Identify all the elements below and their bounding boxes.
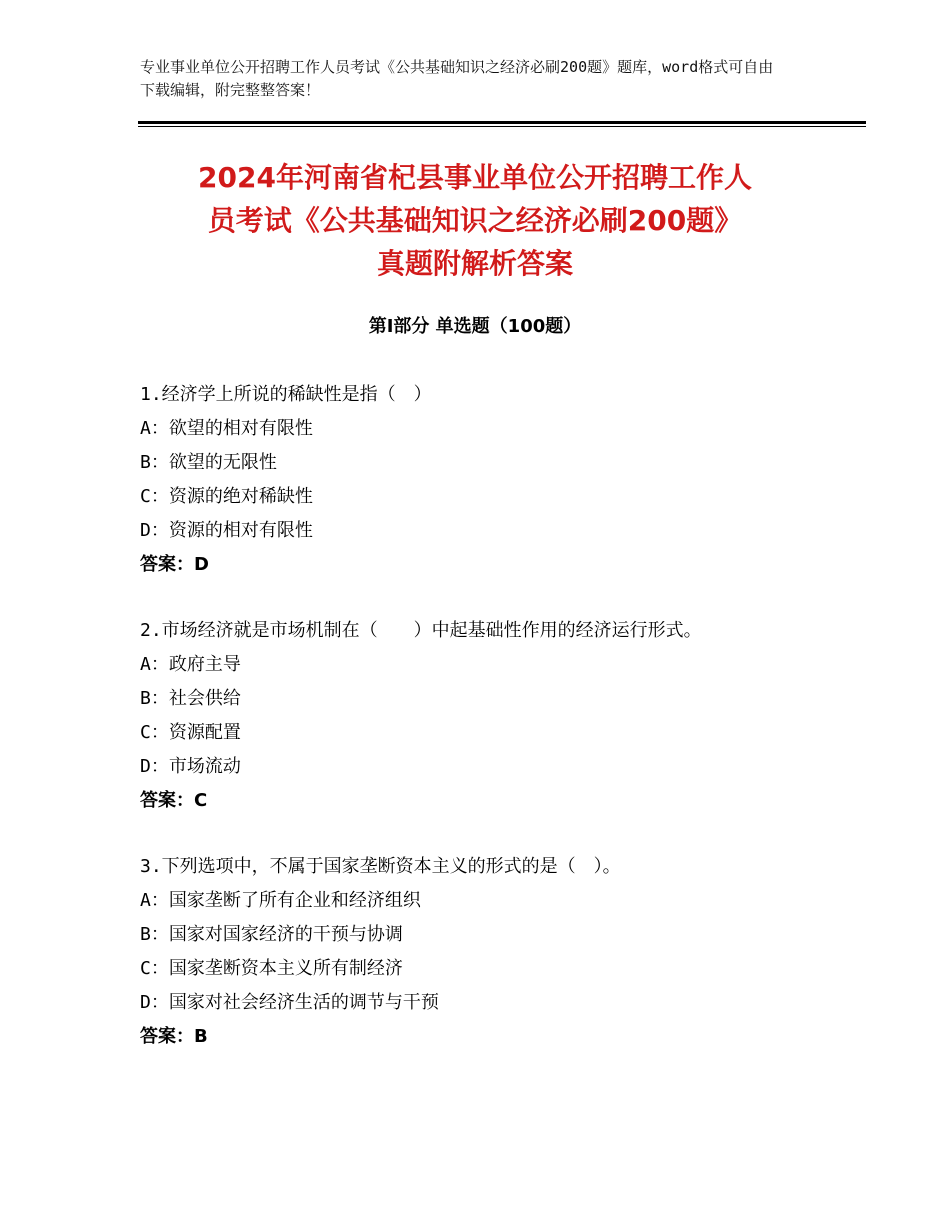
option-b: B：社会供给 <box>140 688 241 709</box>
question-list <box>140 378 800 1086</box>
option-a: A：国家垄断了所有企业和经济组织 <box>140 890 421 911</box>
option-c: C：国家垄断资本主义所有制经济 <box>140 958 403 979</box>
option-b: B：国家对国家经济的干预与协调 <box>140 924 403 945</box>
title-line-2: 员考试《公共基础知识之经济必刷200题》 <box>207 204 743 237</box>
header-note: 专业事业单位公开招聘工作人员考试《公共基础知识之经济必刷200题》题库，word格式可自由下载编辑，附完整整答案！ <box>140 58 774 99</box>
answer-line: 答案：C <box>140 790 208 811</box>
section-title: 第Ⅰ部分 单选题（100题） <box>368 316 582 337</box>
question-1 <box>140 378 800 582</box>
document-title <box>100 156 850 285</box>
option-d: D：资源的相对有限性 <box>140 520 313 541</box>
option-d: D：市场流动 <box>140 756 241 777</box>
question-stem: 2.市场经济就是市场机制在（ ）中起基础性作用的经济运行形式。 <box>140 620 702 641</box>
option-d: D：国家对社会经济生活的调节与干预 <box>140 992 439 1013</box>
header-rule-thick <box>138 121 866 124</box>
answer-line: 答案：D <box>140 554 209 575</box>
question-stem: 3.下列选项中，不属于国家垄断资本主义的形式的是（ ）。 <box>140 856 621 877</box>
header-rule-thin <box>138 126 866 127</box>
question-2 <box>140 614 800 818</box>
answer-line: 答案：B <box>140 1026 208 1047</box>
option-b: B：欲望的无限性 <box>140 452 277 473</box>
title-line-1: 2024年河南省杞县事业单位公开招聘工作人 <box>198 161 752 194</box>
option-a: A：政府主导 <box>140 654 241 675</box>
question-stem: 1.经济学上所说的稀缺性是指（ ） <box>140 384 432 405</box>
title-line-3: 真题附解析答案 <box>376 247 573 280</box>
option-c: C：资源配置 <box>140 722 241 743</box>
option-a: A：欲望的相对有限性 <box>140 418 313 439</box>
question-3 <box>140 850 800 1054</box>
option-c: C：资源的绝对稀缺性 <box>140 486 313 507</box>
